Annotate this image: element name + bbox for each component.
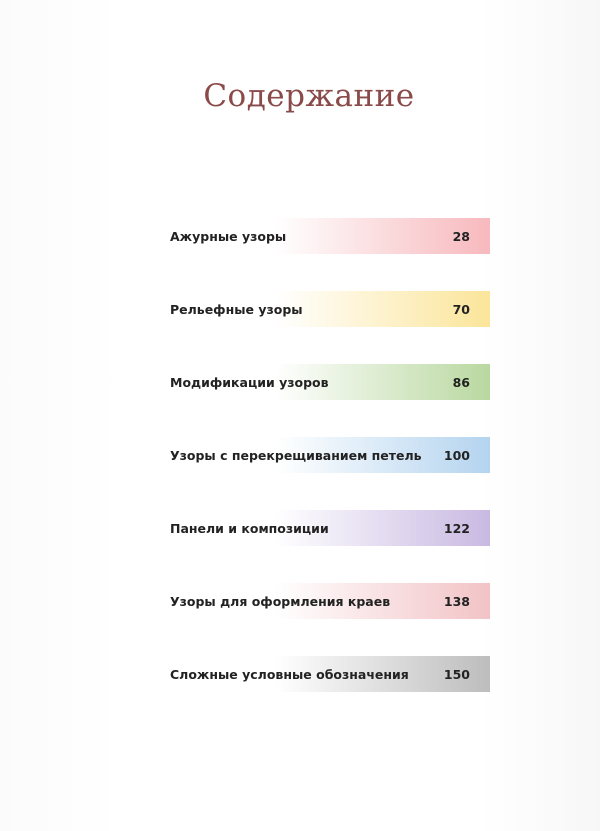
toc-item-complex-symbols[interactable] xyxy=(160,656,490,692)
toc-item-page: 70 xyxy=(452,301,470,317)
toc-item-page: 138 xyxy=(443,593,470,609)
toc-item-openwork[interactable] xyxy=(160,218,490,254)
toc-item-label: Ажурные узоры xyxy=(170,228,287,244)
toc-item-crossed-stitches[interactable] xyxy=(160,437,490,473)
toc-item-edgings[interactable] xyxy=(160,583,490,619)
toc-item-label: Сложные условные обозначения xyxy=(170,666,409,682)
toc-item-label: Рельефные узоры xyxy=(170,301,303,317)
toc-item-page: 28 xyxy=(452,228,470,244)
table-of-contents xyxy=(160,218,490,729)
toc-item-label: Узоры с перекрещиванием петель xyxy=(170,447,422,463)
toc-item-relief[interactable] xyxy=(160,291,490,327)
toc-item-label: Узоры для оформления краев xyxy=(170,593,391,609)
toc-item-label: Панели и композиции xyxy=(170,520,329,536)
toc-item-page: 100 xyxy=(443,447,470,463)
toc-item-modifications[interactable] xyxy=(160,364,490,400)
toc-item-page: 122 xyxy=(443,520,470,536)
toc-item-page: 86 xyxy=(452,374,470,390)
toc-item-label: Модификации узоров xyxy=(170,374,329,390)
toc-item-page: 150 xyxy=(443,666,470,682)
page-title: Содержание xyxy=(203,78,415,114)
toc-item-panels[interactable] xyxy=(160,510,490,546)
